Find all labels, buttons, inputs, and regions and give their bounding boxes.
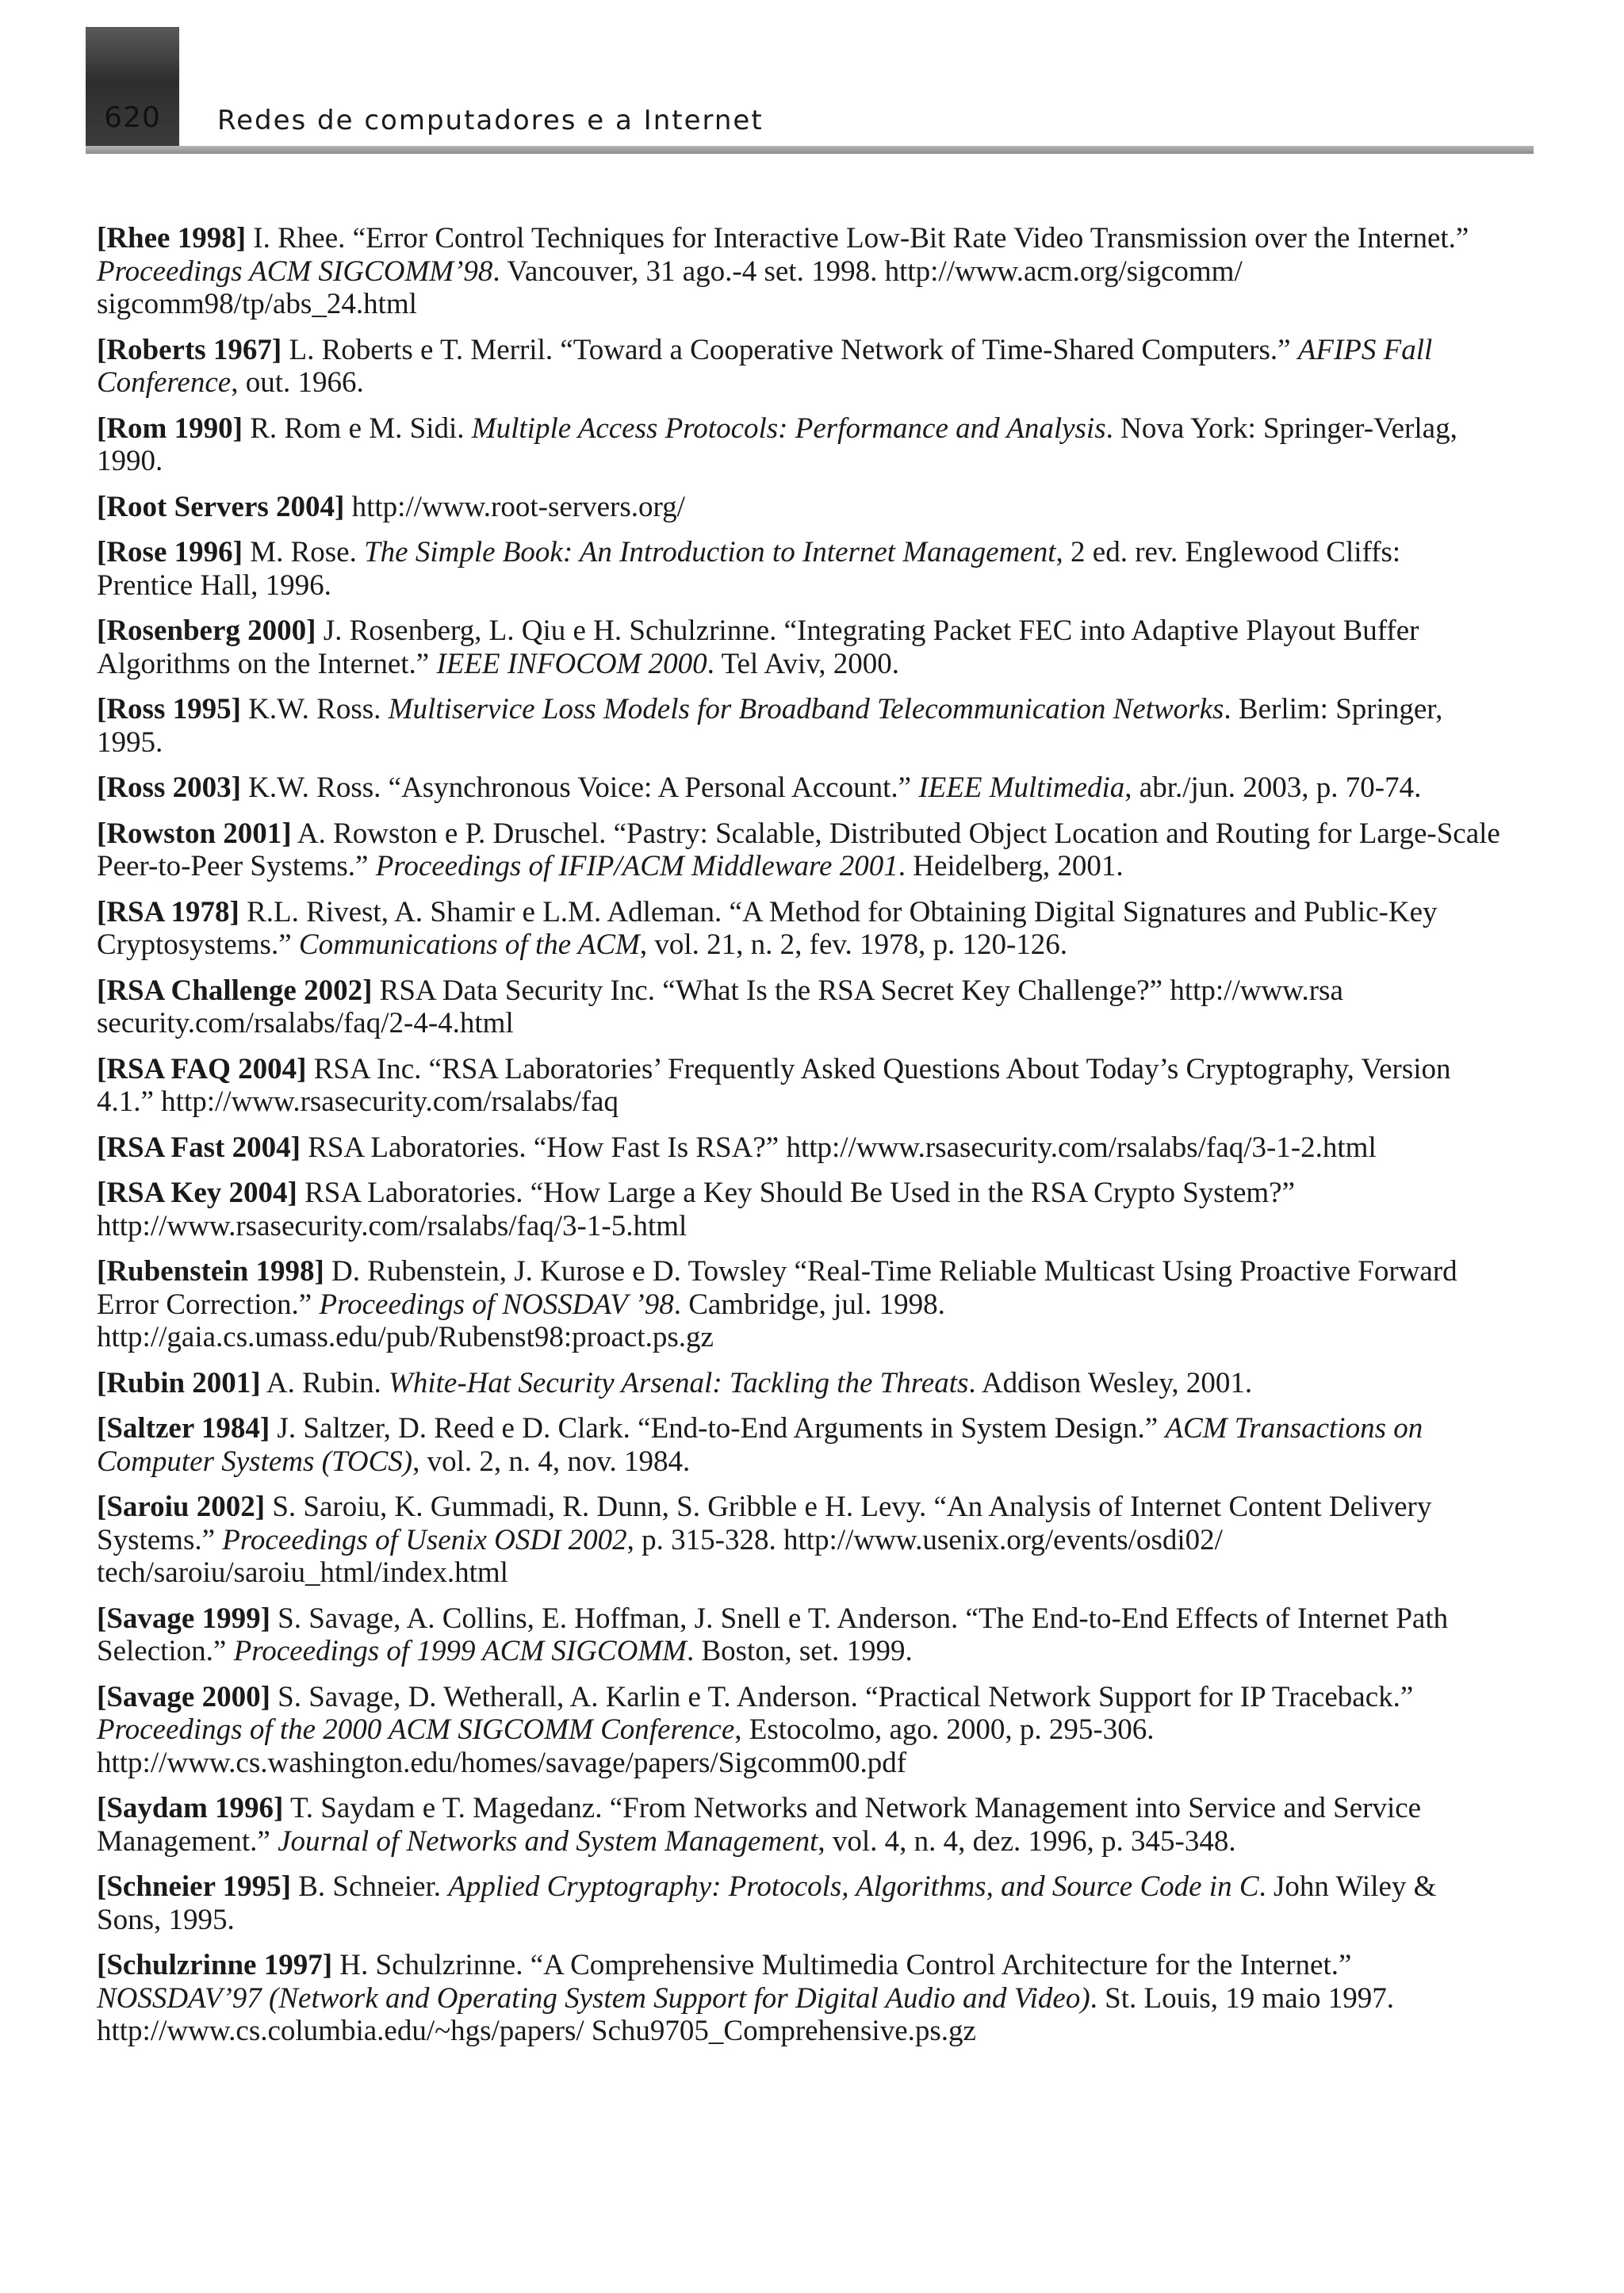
- reference-key: [RSA FAQ 2004]: [97, 1052, 307, 1085]
- running-title: Redes de computadores e a Internet: [217, 105, 764, 136]
- reference-text: I. Rhee. “Error Control Techniques for Interactive Low-Bit Rate Video Transmission over the Internet.”: [246, 222, 1469, 255]
- reference-key: [Rubin 2001]: [97, 1366, 261, 1399]
- reference-entry: [97, 1792, 1500, 1858]
- reference-text: , vol. 21, n. 2, fev. 1978, p. 120-126.: [639, 928, 1068, 961]
- reference-text: , 2 ed. rev. Englewood Cliffs: Prentice Hall, 1996.: [97, 536, 1401, 602]
- reference-text: R.L. Rivest, A. Shamir e L.M. Adleman. “A Method for Obtaining Digital Signatures and Public-Key Cryptosystems.”: [97, 895, 1438, 961]
- reference-title: Proceedings of NOSSDAV ’98: [319, 1288, 674, 1321]
- reference-text: RSA Laboratories. “How Fast Is RSA?” http://www.rsasecurity.com/rsalabs/faq/3-1-2.html: [300, 1131, 1377, 1164]
- reference-entry: [97, 1949, 1500, 2048]
- reference-key: [Savage 2000]: [97, 1680, 270, 1713]
- reference-title: Applied Cryptography: Protocols, Algorithms, and Source Code in C: [448, 1870, 1259, 1903]
- reference-title: NOSSDAV’97 (Network and Operating System Support for Digital Audio and Video): [97, 1981, 1090, 2015]
- reference-text: , Estocolmo, ago. 2000, p. 295-306. http://www.cs.washington.edu/homes/savage/papers/Sigcomm00.pdf: [97, 1713, 1155, 1779]
- reference-key: [Savage 1999]: [97, 1602, 270, 1635]
- reference-text: , vol. 4, n. 4, dez. 1996, p. 345-348.: [818, 1824, 1236, 1858]
- reference-text: http://www.root-servers.org/: [344, 490, 685, 523]
- reference-text: . Addison Wesley, 2001.: [968, 1366, 1253, 1399]
- reference-text: . Vancouver, 31 ago.-4 set. 1998. http://www.acm.org/sigcomm/ sigcomm98/tp/abs_24.html: [97, 255, 1243, 320]
- reference-key: [Rose 1996]: [97, 536, 243, 568]
- reference-entry: [97, 222, 1500, 321]
- reference-key: [Rhee 1998]: [97, 222, 247, 255]
- reference-entry: [97, 491, 1500, 524]
- reference-title: Proceedings ACM SIGCOMM’98: [97, 255, 493, 288]
- reference-text: , abr./jun. 2003, p. 70-74.: [1124, 771, 1422, 804]
- reference-title: Proceedings of 1999 ACM SIGCOMM: [233, 1635, 687, 1667]
- reference-text: A. Rowston e P. Druschel. “Pastry: Scalable, Distributed Object Location and Routing for Large-Scale Peer-to-Peer Systems.”: [97, 817, 1500, 882]
- reference-title: The Simple Book: An Introduction to Internet Management: [364, 536, 1056, 568]
- reference-entry: [97, 1412, 1500, 1478]
- reference-text: . St. Louis, 19 maio 1997. http://www.cs.columbia.edu/~hgs/papers/ Schu9705_Comprehensive.ps.gz: [97, 1981, 1395, 2047]
- reference-entry: [97, 693, 1500, 759]
- reference-title: AFIPS Fall Conference: [97, 333, 1433, 399]
- reference-text: L. Roberts e T. Merril. “Toward a Cooperative Network of Time-Shared Computers.”: [282, 333, 1298, 366]
- reference-key: [Root Servers 2004]: [97, 490, 345, 523]
- reference-entry: [97, 1367, 1500, 1400]
- reference-key: [RSA 1978]: [97, 895, 239, 928]
- reference-entry: [97, 974, 1500, 1040]
- reference-key: [Schneier 1995]: [97, 1870, 291, 1903]
- reference-text: . Tel Aviv, 2000.: [707, 647, 900, 680]
- reference-entry: [97, 817, 1500, 883]
- reference-key: [Rubenstein 1998]: [97, 1255, 324, 1288]
- reference-list: [97, 222, 1500, 2061]
- reference-entry: [97, 771, 1500, 805]
- reference-text: . Nova York: Springer-Verlag, 1990.: [97, 412, 1457, 477]
- reference-entry: [97, 614, 1500, 680]
- reference-entry: [97, 1681, 1500, 1780]
- reference-key: [RSA Key 2004]: [97, 1177, 297, 1209]
- header-rule: [86, 146, 1534, 154]
- reference-text: K.W. Ross. “Asynchronous Voice: A Personal Account.”: [240, 771, 919, 804]
- reference-title: Proceedings of Usenix OSDI 2002: [222, 1523, 627, 1556]
- reference-text: J. Rosenberg, L. Qiu e H. Schulzrinne. “Integrating Packet FEC into Adaptive Playout Buffer Algorithms on the Internet.”: [97, 614, 1419, 680]
- reference-text: , out. 1966.: [231, 366, 364, 399]
- reference-entry: [97, 1053, 1500, 1119]
- reference-text: T. Saydam e T. Magedanz. “From Networks and Network Management into Service and Service Management.”: [97, 1792, 1422, 1858]
- reference-text: S. Savage, D. Wetherall, A. Karlin e T. Anderson. “Practical Network Support for IP Traceback.”: [270, 1680, 1414, 1713]
- reference-title: IEEE INFOCOM 2000: [436, 647, 707, 680]
- reference-entry: [97, 896, 1500, 962]
- reference-key: [Saroiu 2002]: [97, 1491, 266, 1523]
- reference-title: White-Hat Security Arsenal: Tackling the Threats: [389, 1366, 969, 1399]
- reference-text: RSA Inc. “RSA Laboratories’ Frequently Asked Questions About Today’s Cryptography, Version 4.1.” http://www.rsasecurity.com/rsalabs/faq: [97, 1052, 1451, 1118]
- reference-key: [Ross 2003]: [97, 771, 241, 804]
- reference-entry: [97, 1870, 1500, 1936]
- reference-key: [Saltzer 1984]: [97, 1412, 270, 1445]
- reference-text: , vol. 2, n. 4, nov. 1984.: [412, 1445, 691, 1478]
- reference-text: RSA Laboratories. “How Large a Key Should Be Used in the RSA Crypto System?” http://www.rsasecurity.com/rsalabs/faq/3-1-5.html: [97, 1177, 1296, 1242]
- reference-text: . John Wiley & Sons, 1995.: [97, 1870, 1437, 1936]
- page-number: 620: [104, 101, 161, 134]
- reference-key: [Schulzrinne 1997]: [97, 1949, 333, 1981]
- reference-text: RSA Data Security Inc. “What Is the RSA Secret Key Challenge?” http://www.rsa security.com/rsalabs/faq/2-4-4.html: [97, 974, 1343, 1039]
- reference-title: Multiservice Loss Models for Broadband Telecommunication Networks: [388, 693, 1224, 725]
- reference-text: . Boston, set. 1999.: [686, 1635, 913, 1667]
- reference-key: [Roberts 1967]: [97, 333, 282, 366]
- reference-title: Proceedings of IFIP/ACM Middleware 2001: [375, 850, 898, 882]
- reference-text: S. Savage, A. Collins, E. Hoffman, J. Snell e T. Anderson. “The End-to-End Effects of Internet Path Selection.”: [97, 1602, 1449, 1667]
- reference-entry: [97, 1177, 1500, 1242]
- reference-key: [Ross 1995]: [97, 693, 241, 725]
- reference-text: B. Schneier.: [290, 1870, 449, 1903]
- reference-title: IEEE Multimedia: [918, 771, 1125, 804]
- reference-entry: [97, 412, 1500, 478]
- reference-text: . Heidelberg, 2001.: [898, 850, 1124, 882]
- reference-text: , p. 315-328. http://www.usenix.org/events/osdi02/ tech/saroiu/saroiu_html/index.html: [97, 1523, 1223, 1589]
- reference-key: [Saydam 1996]: [97, 1792, 284, 1824]
- reference-text: J. Saltzer, D. Reed e D. Clark. “End-to-End Arguments in System Design.”: [270, 1412, 1166, 1445]
- reference-entry: [97, 1255, 1500, 1354]
- reference-title: ACM Transactions on Computer Systems (TOCS): [97, 1412, 1423, 1478]
- reference-entry: [97, 1602, 1500, 1668]
- reference-entry: [97, 334, 1500, 400]
- reference-text: D. Rubenstein, J. Kurose e D. Towsley “Real-Time Reliable Multicast Using Proactive Forward Error Correction.”: [97, 1255, 1457, 1321]
- reference-text: S. Saroiu, K. Gummadi, R. Dunn, S. Gribble e H. Levy. “An Analysis of Internet Content Delivery Systems.”: [97, 1491, 1432, 1556]
- reference-key: [Rosenberg 2000]: [97, 614, 316, 647]
- reference-text: M. Rose.: [242, 536, 365, 568]
- reference-key: [RSA Fast 2004]: [97, 1131, 301, 1164]
- reference-entry: [97, 536, 1500, 602]
- reference-text: . Cambridge, jul. 1998. http://gaia.cs.umass.edu/pub/Rubenst98:proact.ps.gz: [97, 1288, 945, 1353]
- reference-text: A. Rubin.: [260, 1366, 389, 1399]
- reference-text: H. Schulzrinne. “A Comprehensive Multimedia Control Architecture for the Internet.”: [332, 1949, 1352, 1981]
- reference-key: [Rom 1990]: [97, 412, 243, 445]
- reference-title: Communications of the ACM: [298, 928, 640, 961]
- reference-key: [Rowston 2001]: [97, 817, 292, 850]
- reference-key: [RSA Challenge 2002]: [97, 974, 373, 1007]
- reference-entry: [97, 1131, 1500, 1165]
- reference-text: . Berlim: Springer, 1995.: [97, 693, 1443, 759]
- reference-title: Proceedings of the 2000 ACM SIGCOMM Conference: [97, 1713, 735, 1746]
- reference-title: Journal of Networks and System Management: [278, 1824, 818, 1858]
- reference-entry: [97, 1491, 1500, 1590]
- reference-text: K.W. Ross.: [240, 693, 389, 725]
- reference-title: Multiple Access Protocols: Performance and Analysis: [471, 412, 1106, 445]
- reference-text: R. Rom e M. Sidi.: [242, 412, 472, 445]
